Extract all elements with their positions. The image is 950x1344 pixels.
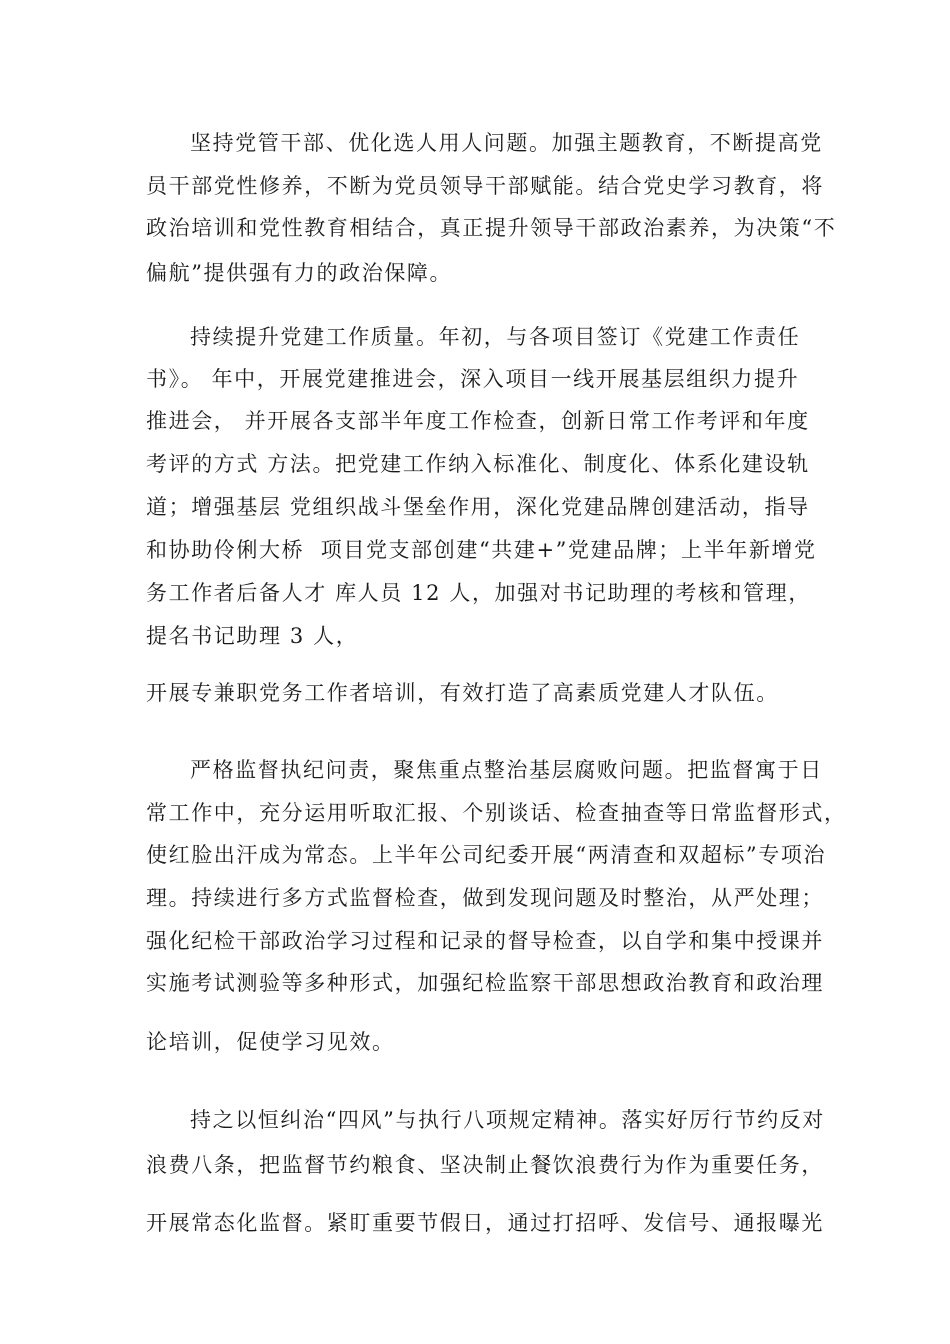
text-line: 浪费八条，把监督节约粮食、坚决制止餐饮浪费行为作为重要任务， <box>146 1153 824 1177</box>
text-line: 理。持续进行多方式监督检查，做到发现问题及时整治，从严处理； <box>146 886 824 910</box>
text-line: 严格监督执纪问责，聚焦重点整治基层腐败问题。把监督寓于日 <box>190 758 823 782</box>
text-line: 坚持党管干部、优化选人用人问题。加强主题教育，不断提高党 <box>190 131 823 155</box>
text-line: 推进会， 并开展各支部半年度工作检查，创新日常工作考评和年度 <box>146 409 810 433</box>
text-line: 务工作者后备人才 库人员 12 人，加强对书记助理的考核和管理， <box>146 581 811 605</box>
text-line: 政治培训和党性教育相结合，真正提升领导干部政治素养，为决策“不 <box>146 216 837 240</box>
text-line: 偏航”提供强有力的政治保障。 <box>146 261 453 285</box>
text-line: 书》。 年中，开展党建推进会，深入项目一线开展基层组织力提升 <box>146 367 800 391</box>
text-line: 实施考试测验等多种形式，加强纪检监察干部思想政治教育和政治理 <box>146 971 824 995</box>
text-line: 开展专兼职党务工作者培训，有效打造了高素质党建人才队伍。 <box>146 681 779 705</box>
text-line: 和协助伶俐大桥 项目党支部创建“共建+”党建品牌；上半年新增党 <box>146 538 817 562</box>
text-line: 强化纪检干部政治学习过程和记录的督导检查，以自学和集中授课并 <box>146 929 824 953</box>
text-line: 持之以恒纠治“四风”与执行八项规定精神。落实好厉行节约反对 <box>190 1108 825 1132</box>
text-line: 考评的方式 方法。把党建工作纳入标准化、制度化、体系化建设轨 <box>146 452 810 476</box>
text-line: 开展常态化监督。紧盯重要节假日，通过打招呼、发信号、通报曝光 <box>146 1211 824 1235</box>
text-line: 常工作中，充分运用听取汇报、个别谈话、检查抽查等日常监督形式， <box>146 801 847 825</box>
text-line: 使红脸出汗成为常态。上半年公司纪委开展“两清查和双超标”专项治 <box>146 843 827 867</box>
text-line: 论培训，促使学习见效。 <box>146 1030 395 1054</box>
text-line: 提名书记助理 3 人， <box>146 624 359 648</box>
text-line: 持续提升党建工作质量。年初，与各项目签订《党建工作责任 <box>190 325 801 349</box>
text-line: 员干部党性修养，不断为党员领导干部赋能。结合党史学习教育，将 <box>146 174 824 198</box>
text-line: 道；增强基层 党组织战斗堡垒作用，深化党建品牌创建活动，指导 <box>146 495 810 519</box>
